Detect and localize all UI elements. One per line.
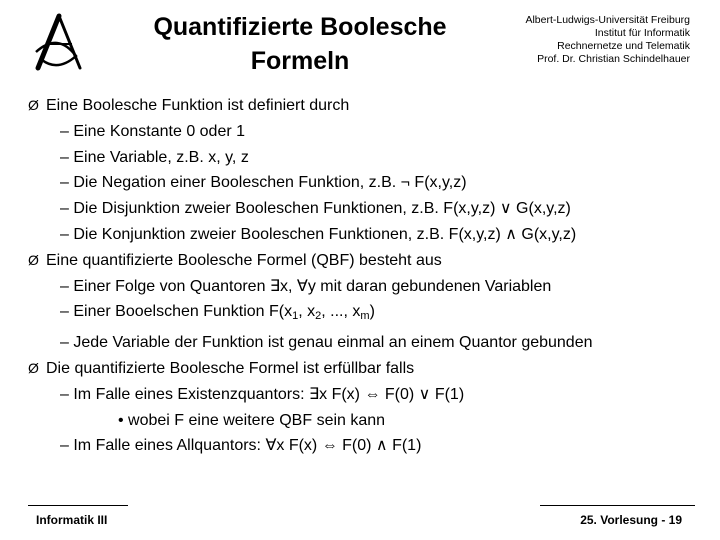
institute-line: Rechnernetze und Telematik — [557, 40, 690, 52]
sub-item: – Die Konjunktion zweier Booleschen Funktionen, z.B. F(x,y,z) ∧ G(x,y,z) — [60, 225, 577, 243]
arrow-bullet-icon: Ø — [28, 97, 39, 113]
footer-divider — [28, 505, 128, 506]
sub-sub-item: • wobei F eine weitere QBF sein kann — [118, 411, 386, 429]
subscript: 1 — [292, 310, 299, 323]
university-logo — [28, 12, 90, 74]
footer-course: Informatik III — [36, 513, 108, 527]
slide-title-line1: Quantifizierte Boolesche — [153, 13, 447, 41]
sub-item — [28, 299, 708, 330]
sub-item-text: – Einer Booelschen Funktion F(x — [60, 303, 293, 321]
sub-item: – Jede Variable der Funktion ist genau einmal an einem Quantor gebunden — [60, 334, 593, 352]
footer-divider — [540, 505, 695, 506]
institute-block — [460, 14, 690, 66]
bullet-text: Eine Boolesche Funktion ist definiert durch — [46, 97, 350, 114]
bullet-qbf-satisfiable — [28, 356, 708, 382]
sub-item: – Eine Variable, z.B. x, y, z — [60, 148, 249, 166]
sub-item: – Im Falle eines Allquantors: ∀x F(x) ⇔ F(0) ∧ F(1) — [60, 437, 422, 455]
sub-item: – Im Falle eines Existenzquantors: ∃x F(x) ⇔ F(0) ∨ F(1) — [60, 385, 465, 403]
sub-item-text: , ..., x — [321, 303, 361, 321]
institute-line: Institut für Informatik — [594, 27, 690, 39]
sub-item: – Einer Folge von Quantoren ∃x, ∀y mit daran gebundenen Variablen — [60, 277, 552, 295]
bullet-qbf-definition — [28, 248, 708, 274]
sub-item-text: ) — [369, 303, 375, 321]
sub-item: – Die Disjunktion zweier Booleschen Funktionen, z.B. F(x,y,z) ∨ G(x,y,z) — [60, 200, 571, 218]
slide-title-line2: Formeln — [250, 47, 350, 75]
bullet-boolean-function — [28, 93, 708, 119]
sub-item-text: , x — [298, 303, 316, 321]
sub-item: – Eine Konstante 0 oder 1 — [60, 122, 246, 140]
bullet-text: Die quantifizierte Boolesche Formel ist erfüllbar falls — [46, 359, 415, 377]
institute-line: Albert-Ludwigs-Universität Freiburg — [525, 14, 690, 26]
subscript: m — [360, 310, 370, 323]
arrow-bullet-icon: Ø — [28, 251, 39, 268]
bullet-text: Eine quantifizierte Boolesche Formel (QBF) besteht aus — [46, 251, 442, 269]
arrow-bullet-icon: Ø — [28, 359, 39, 376]
institute-line: Prof. Dr. Christian Schindelhauer — [537, 53, 690, 65]
slide-content — [28, 93, 708, 459]
subscript: 2 — [315, 310, 322, 323]
sub-item: – Die Negation einer Booleschen Funktion, z.B. ¬ F(x,y,z) — [60, 174, 467, 192]
footer-page: 25. Vorlesung - 19 — [580, 513, 682, 527]
slide-title — [120, 10, 480, 78]
